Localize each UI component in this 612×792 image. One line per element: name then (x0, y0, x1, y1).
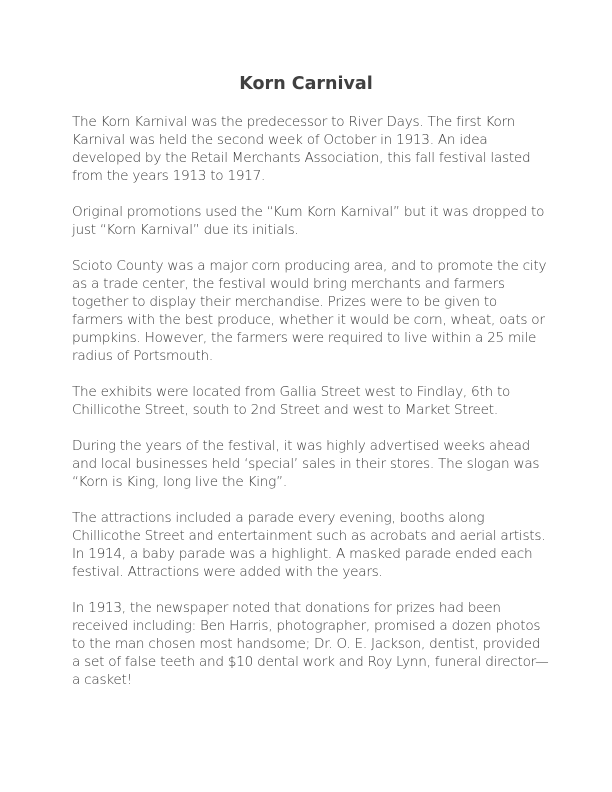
paragraph-advertising: During the years of the festival, it was highly advertised weeks ahead and local businesses held ‘special’ sales in their stores. The slogan was “Korn is King, long live the King”. (72, 438, 540, 490)
paragraph-attractions: The attractions included a parade every evening, booths along Chillicothe Street and entertainment such as acrobats and aerial artists. In 1914, a baby parade was a highlight. A masked parade ended each festival. Attractions were added with the years. (72, 510, 546, 580)
page-title: Korn Carnival (239, 74, 373, 94)
paragraph-scioto-county: Scioto County was a major corn producing area, and to promote the city as a trade center, the festival would bring merchants and farmers together to display their merchandise. Prizes were to be given to farmers with the best produce, whether it would be corn, wheat, oats or pumpkins. However, the farmers were required to live within a 25 mile radius of Portsmouth. (72, 258, 547, 364)
paragraph-exhibits: The exhibits were located from Gallia Street west to Findlay, 6th to Chillicothe Street, south to 2nd Street and west to Market Street. (72, 384, 511, 418)
paragraph-donations: In 1913, the newspaper noted that donations for prizes had been received including: Ben Harris, photographer, promised a dozen photos to the man chosen most handsome; Dr. O. E. Jackson, dentist, provided a set of false teeth and $10 dental work and Roy Lynn, funeral director— a casket! (72, 600, 549, 688)
paragraph-predecessor: The Korn Karnival was the predecessor to River Days. The first Korn Karnival was held the second week of October in 1913. An idea developed by the Retail Merchants Association, this fall festival lasted from the years 1913 to 1917. (72, 114, 531, 184)
document-body (72, 113, 550, 707)
paragraph-promotions: Original promotions used the “Kum Korn Karnival” but it was dropped to just “Korn Karnival” due its initials. (72, 204, 545, 238)
